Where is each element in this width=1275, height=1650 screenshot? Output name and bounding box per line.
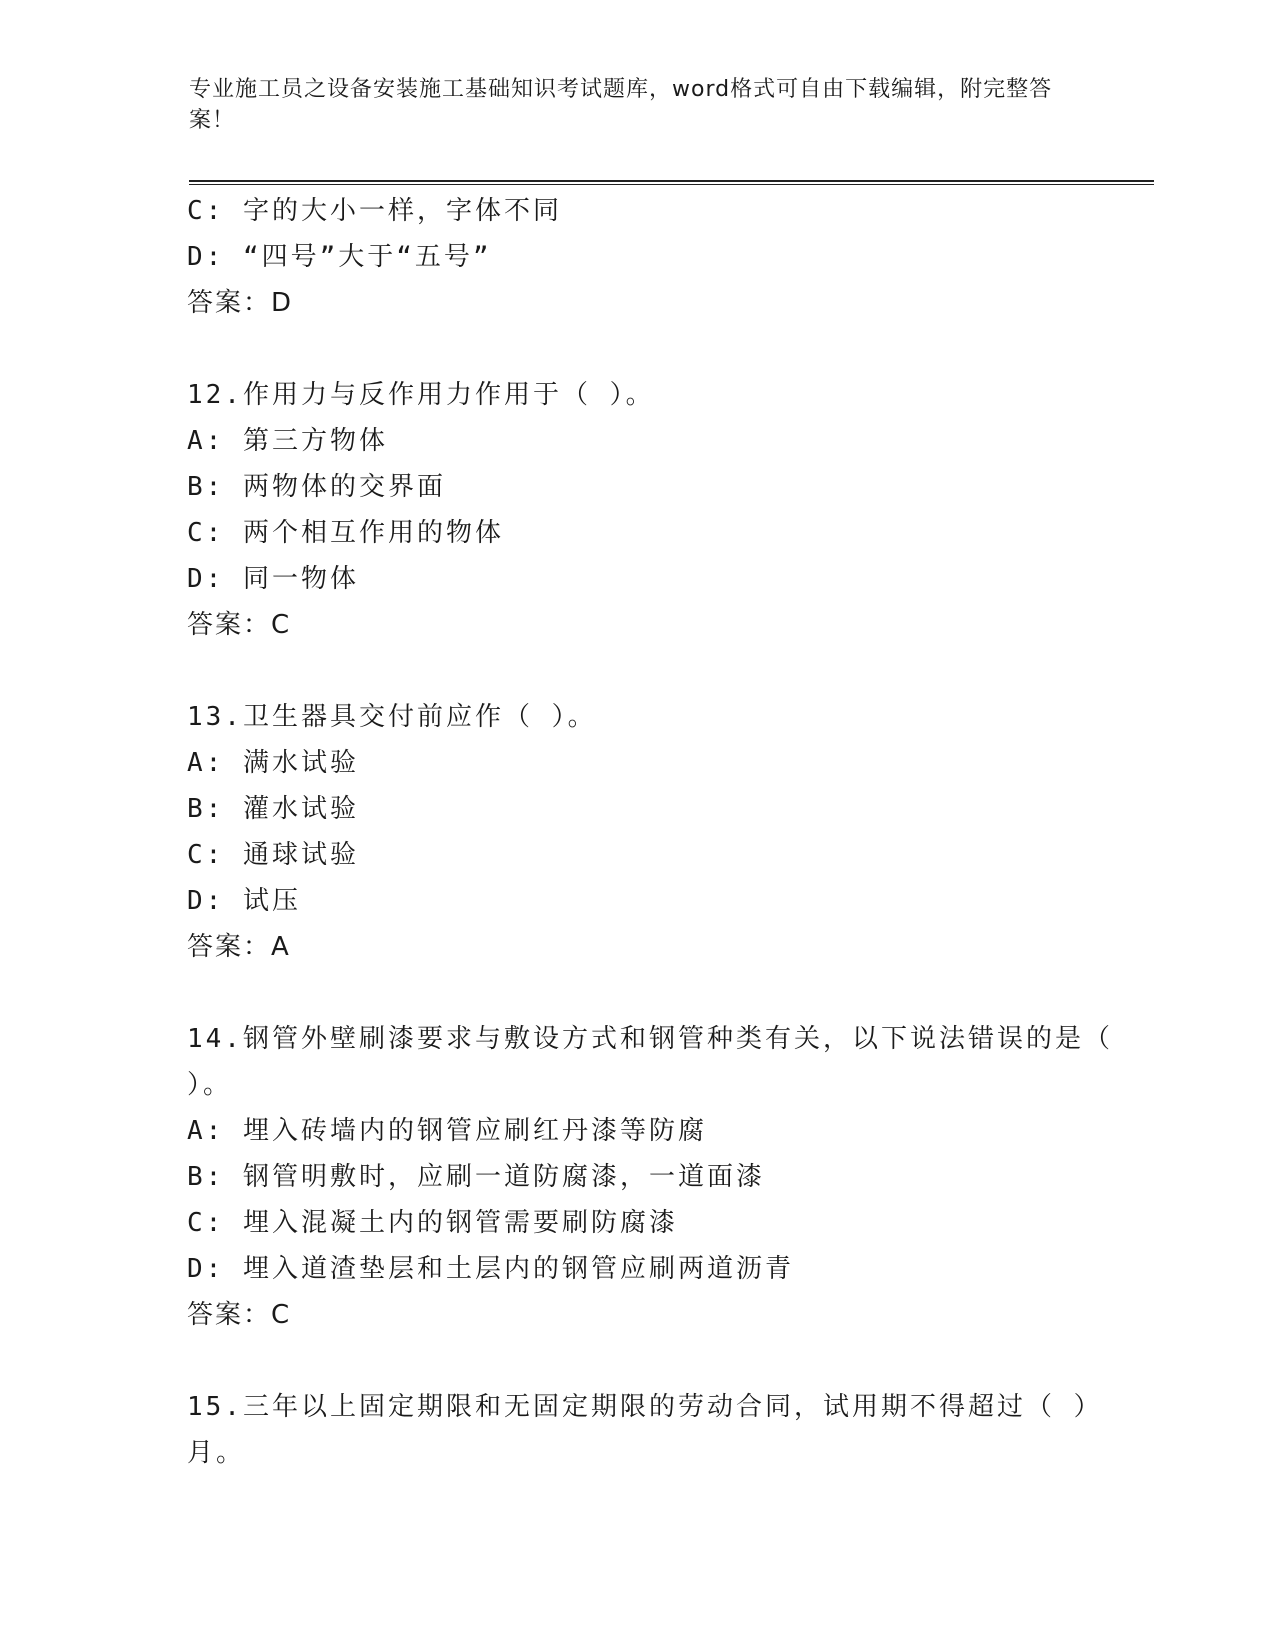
q13-option-a: A: 满水试验 — [187, 748, 359, 778]
q11-option-d: D: “四号”大于“五号” — [187, 242, 492, 272]
spacer — [187, 1338, 1117, 1384]
q15-stem: 15.三年以上固定期限和无固定期限的劳动合同，试用期不得超过（ ）月。 — [187, 1392, 1103, 1468]
q14-option-b: B: 钢管明敷时，应刷一道防腐漆，一道面漆 — [187, 1162, 765, 1192]
q13-option-c: C: 通球试验 — [187, 840, 359, 870]
q12-option-d: D: 同一物体 — [187, 564, 359, 594]
q12-stem: 12.作用力与反作用力作用于（ ）。 — [187, 380, 655, 410]
question-content — [187, 188, 1117, 1476]
q11-answer: 答案：D — [187, 288, 294, 318]
q12-option-b: B: 两物体的交界面 — [187, 472, 446, 502]
q14-stem: 14.钢管外壁刷漆要求与敷设方式和钢管种类有关，以下说法错误的是（ ）。 — [187, 1024, 1113, 1100]
q12-answer: 答案：C — [187, 610, 292, 640]
spacer — [187, 648, 1117, 694]
header-divider-thin — [189, 184, 1154, 185]
q14-answer: 答案：C — [187, 1300, 292, 1330]
q14-option-c: C: 埋入混凝土内的钢管需要刷防腐漆 — [187, 1208, 678, 1238]
spacer — [187, 970, 1117, 1016]
q13-option-b: B: 灌水试验 — [187, 794, 359, 824]
spacer — [187, 326, 1117, 372]
q11-option-c: C: 字的大小一样，字体不同 — [187, 196, 562, 226]
document-header: 专业施工员之设备安装施工基础知识考试题库，word格式可自由下载编辑，附完整答案！ — [189, 77, 1053, 133]
q13-option-d: D: 试压 — [187, 886, 301, 916]
q13-stem: 13.卫生器具交付前应作（ ）。 — [187, 702, 597, 732]
q14-option-d: D: 埋入道渣垫层和土层内的钢管应刷两道沥青 — [187, 1254, 794, 1284]
q12-option-a: A: 第三方物体 — [187, 426, 388, 456]
q12-option-c: C: 两个相互作用的物体 — [187, 518, 504, 548]
q14-option-a: A: 埋入砖墙内的钢管应刷红丹漆等防腐 — [187, 1116, 707, 1146]
header-divider-thick — [189, 180, 1154, 182]
q13-answer: 答案：A — [187, 932, 291, 962]
